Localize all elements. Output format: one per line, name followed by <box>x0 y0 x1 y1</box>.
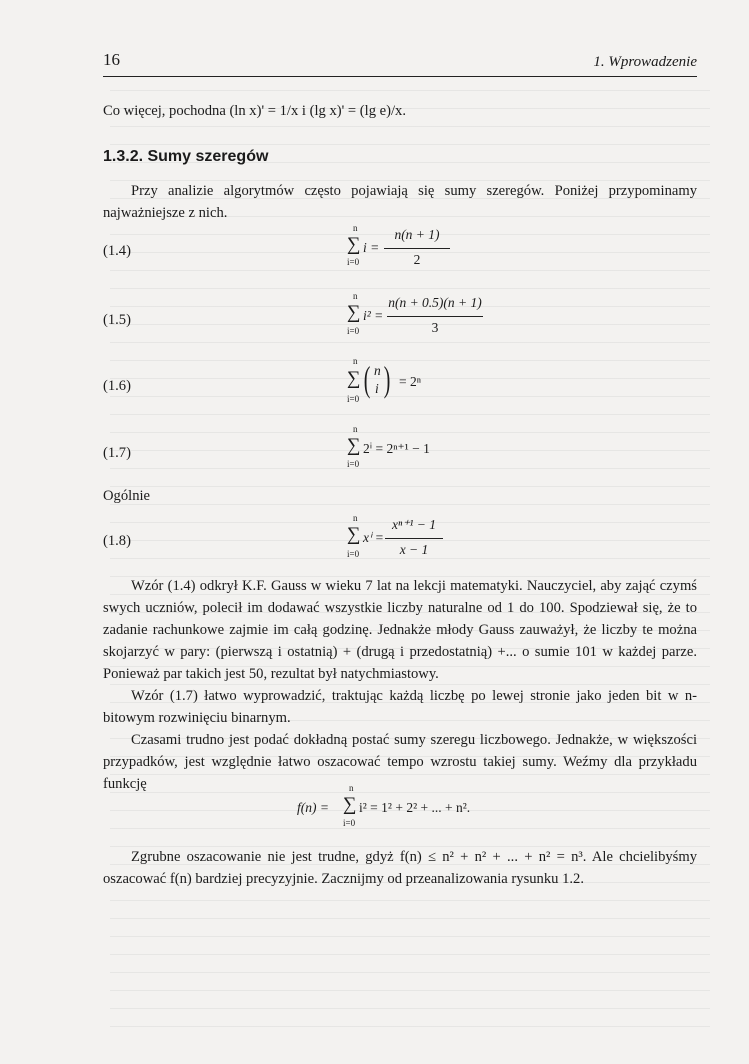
fraction-numerator: n(n + 1) <box>394 227 440 242</box>
paragraph-binary: Wzór (1.7) łatwo wyprowadzić, traktując każdą liczbę po lewej stronie jako jeden bit w n-bitowym rozwinięciu binarnym. <box>103 688 697 726</box>
sum-upper-limit: n <box>353 424 358 434</box>
binomial-left-paren: ( <box>363 359 371 399</box>
section-heading: 1.3.2. Sumy szeregów <box>103 148 269 165</box>
sum-upper-limit: n <box>353 513 358 523</box>
intro-line: Co więcej, pochodna (ln x)' = 1/x i (lg x)' = (lg e)/x. <box>103 103 406 119</box>
fraction-denominator: x − 1 <box>399 542 429 557</box>
equation-label: (1.8) <box>103 533 131 549</box>
fraction-bar <box>385 538 443 539</box>
header-rule <box>103 76 697 77</box>
binomial-bottom: i <box>375 381 379 396</box>
equation-1-4 <box>347 224 457 272</box>
formula-rhs: i² = 1² + 2² + ... + n². <box>359 800 471 815</box>
equation-1-6 <box>347 357 447 411</box>
fraction-denominator: 2 <box>413 252 421 267</box>
running-head-chapter: 1. Wprowadzenie <box>593 54 697 70</box>
sum-body: 2ⁱ = 2ⁿ⁺¹ − 1 <box>363 441 430 456</box>
equation-label: (1.4) <box>103 243 131 259</box>
general-label: Ogólnie <box>103 488 151 504</box>
sigma-symbol: ∑ <box>347 302 361 323</box>
sum-upper-limit: n <box>353 223 358 233</box>
sum-body: i = <box>363 240 380 255</box>
fraction-numerator: xⁿ⁺¹ − 1 <box>391 517 437 532</box>
sigma-symbol: ∑ <box>347 368 361 389</box>
sigma-symbol: ∑ <box>343 794 357 815</box>
equation-label: (1.7) <box>103 445 131 461</box>
binomial-top: n <box>374 363 381 378</box>
formula-lhs: f(n) = <box>297 800 329 815</box>
paragraph-gauss: Wzór (1.4) odkrył K.F. Gauss w wieku 7 lat na lekcji matematyki. Nauczyciel, aby zająć czymś swych uczniów, polecił im dodawać wszystkie liczby naturalne od 1 do 100. Spodziewał się, że to zadanie rachunkowe zajmie im całą godzinę. Jednakże młody Gauss zauważył, że liczby te można skojarzyć w pary: (pierwszą i ostatnią) + (drugą i przedostatnią) +... o sumie 101 w każdej parze. Ponieważ par takich jest 50, rezultat był natychmiastowy. <box>103 578 697 682</box>
fraction-bar <box>384 248 450 249</box>
sum-lower-limit: i=0 <box>347 459 360 469</box>
paragraph-estimate: Czasami trudno jest podać dokładną postać sumy szeregu liczbowego. Jednakże, w większości przypadków, jest względnie łatwo oszacować tempo wzrostu takiej sumy. Weźmy dla przykładu funkcję <box>103 732 697 792</box>
sum-upper-limit: n <box>353 291 358 301</box>
sum-result: = 2ⁿ <box>399 374 421 389</box>
function-formula <box>297 784 527 832</box>
sigma-symbol: ∑ <box>347 524 361 545</box>
sum-lower-limit: i=0 <box>347 326 360 336</box>
equation-1-7 <box>347 425 457 475</box>
paragraph-closing: Zgrubne oszacowanie nie jest trudne, gdyż f(n) ≤ n² + n² + ... + n² = n³. Ale chcielibyśmy oszacować f(n) bardziej precyzyjnie. Zacznijmy od przeanalizowania rysunku 1.2. <box>103 849 697 887</box>
equation-1-5 <box>347 292 487 342</box>
page-number: 16 <box>103 50 120 69</box>
equation-label: (1.5) <box>103 312 131 328</box>
sum-body: xⁱ = <box>363 530 384 545</box>
sum-body: i² = <box>363 308 384 323</box>
sum-lower-limit: i=0 <box>343 818 356 828</box>
section-intro: Przy analizie algorytmów często pojawiają się sumy szeregów. Poniżej przypominamy najważniejsze z nich. <box>103 183 697 221</box>
sum-upper-limit: n <box>349 783 354 793</box>
sigma-symbol: ∑ <box>347 435 361 456</box>
sum-lower-limit: i=0 <box>347 394 360 404</box>
equation-1-8 <box>347 514 457 564</box>
sum-lower-limit: i=0 <box>347 257 360 267</box>
sum-upper-limit: n <box>353 356 358 366</box>
fraction-bar <box>387 316 483 317</box>
fraction-denominator: 3 <box>431 320 439 335</box>
sigma-symbol: ∑ <box>347 234 361 255</box>
equation-label: (1.6) <box>103 378 131 394</box>
sum-lower-limit: i=0 <box>347 549 360 559</box>
fraction-numerator: n(n + 0.5)(n + 1) <box>388 295 482 310</box>
binomial-right-paren: ) <box>383 359 391 399</box>
